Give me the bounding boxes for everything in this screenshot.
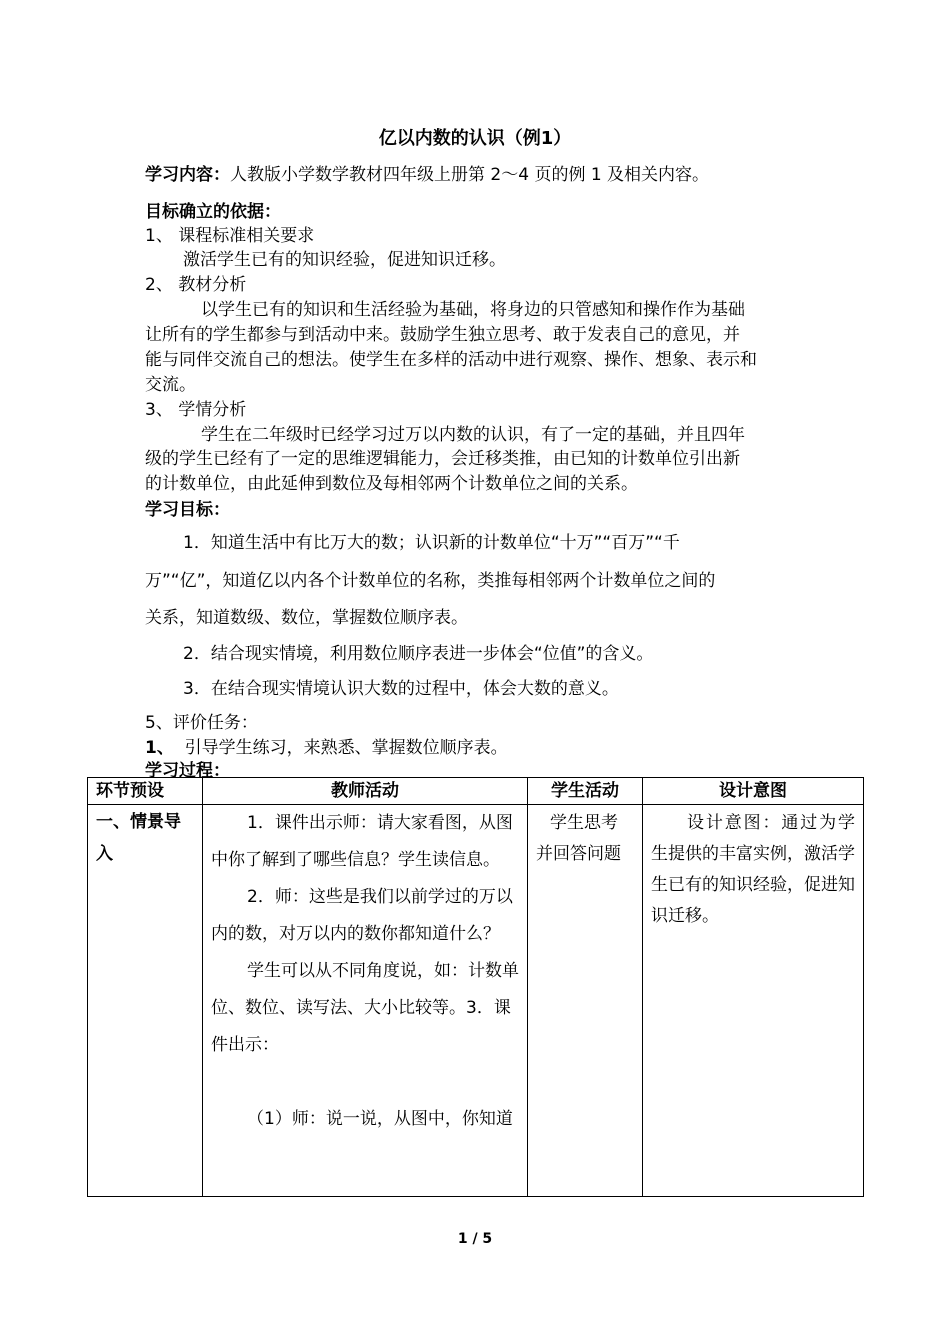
stage-cell: 一、情景导入 (88, 805, 203, 1197)
goal-2: 2．结合现实情境，利用数位顺序表进一步体会“位值”的含义。 (183, 644, 654, 664)
teacher-paragraph: （1）师：说一说，从图中，你知道 (247, 1109, 513, 1129)
goals-heading: 学习目标： (145, 500, 230, 520)
teacher-paragraph: 2．师：这些是我们以前学过的万以内的数，对万以内的数你都知道什么？ (211, 887, 513, 944)
teacher-paragraph: 学生可以从不同角度说，如：计数单位、数位、读写法、大小比较等。3．课件出示： (211, 961, 519, 1055)
basis-item3-line: 的计数单位，由此延伸到数位及每相邻两个计数单位之间的关系。 (145, 474, 638, 494)
spacer (211, 1064, 519, 1101)
basis-heading: 目标确立的依据： (145, 202, 281, 222)
basis-item1-text: 激活学生已有的知识经验，促进知识迁移。 (183, 250, 506, 270)
evaluation-item-number: 1、 (145, 738, 174, 758)
evaluation-heading: 5、评价任务： (145, 713, 258, 733)
basis-item2-title: 2、 教材分析 (145, 275, 247, 295)
basis-item3-title: 3、 学情分析 (145, 400, 247, 420)
teacher-activity-cell (203, 805, 528, 1197)
basis-item3-line: 学生在二年级时已经学习过万以内数的认识，有了一定的基础，并且四年 (201, 425, 745, 445)
goal-3: 3．在结合现实情境认识大数的过程中，体会大数的意义。 (183, 679, 619, 699)
basis-item2-line: 能与同伴交流自己的想法。使学生在多样的活动中进行观察、操作、想象、表示和 (145, 350, 757, 370)
process-table (87, 777, 864, 1197)
basis-item1-title: 1、 课程标准相关要求 (145, 226, 315, 246)
header-stage: 环节预设 (88, 778, 203, 805)
basis-item2-line: 让所有的学生都参与到活动中来。鼓励学生独立思考、敢于发表自己的意见，并 (145, 325, 740, 345)
process-heading: 学习过程： (145, 761, 230, 781)
learning-content-label: 学习内容： (145, 165, 230, 185)
design-intent-cell: 设计意图：通过为学生提供的丰富实例，激活学生已有的知识经验，促进知识迁移。 (643, 805, 864, 1197)
basis-item2-line: 交流。 (145, 375, 196, 395)
table-header-row (88, 778, 864, 805)
header-teacher-activity: 教师活动 (203, 778, 528, 805)
evaluation-item-text: 引导学生练习，来熟悉、掌握数位顺序表。 (184, 738, 508, 758)
evaluation-item (145, 733, 508, 758)
learning-content (145, 160, 709, 185)
teacher-paragraph: 1．课件出示师：请大家看图，从图中你了解到了哪些信息？学生读信息。 (211, 813, 513, 870)
basis-item3-line: 级的学生已经有了一定的思维逻辑能力，会迁移类推，由已知的计数单位引出新 (145, 449, 740, 469)
student-activity-cell: 学生思考并回答问题 (528, 805, 643, 1197)
learning-content-text: 人教版小学数学教材四年级上册第 2～4 页的例 1 及相关内容。 (230, 165, 710, 185)
table-row (88, 805, 864, 1197)
goal-1-line: 1．知道生活中有比万大的数；认识新的计数单位“十万”“百万”“千 (183, 533, 680, 553)
header-student-activity: 学生活动 (528, 778, 643, 805)
goal-1-line: 关系，知道数级、数位，掌握数位顺序表。 (145, 608, 468, 628)
basis-item2-line: 以学生已有的知识和生活经验为基础，将身边的只管感知和操作作为基础 (201, 300, 745, 320)
page-number: 1 / 5 (457, 1231, 493, 1247)
page-title: 亿以内数的认识（例1） (378, 128, 572, 149)
goal-1-line: 万”“亿”，知道亿以内各个计数单位的名称，类推每相邻两个计数单位之间的 (145, 571, 716, 591)
header-design-intent: 设计意图 (643, 778, 864, 805)
